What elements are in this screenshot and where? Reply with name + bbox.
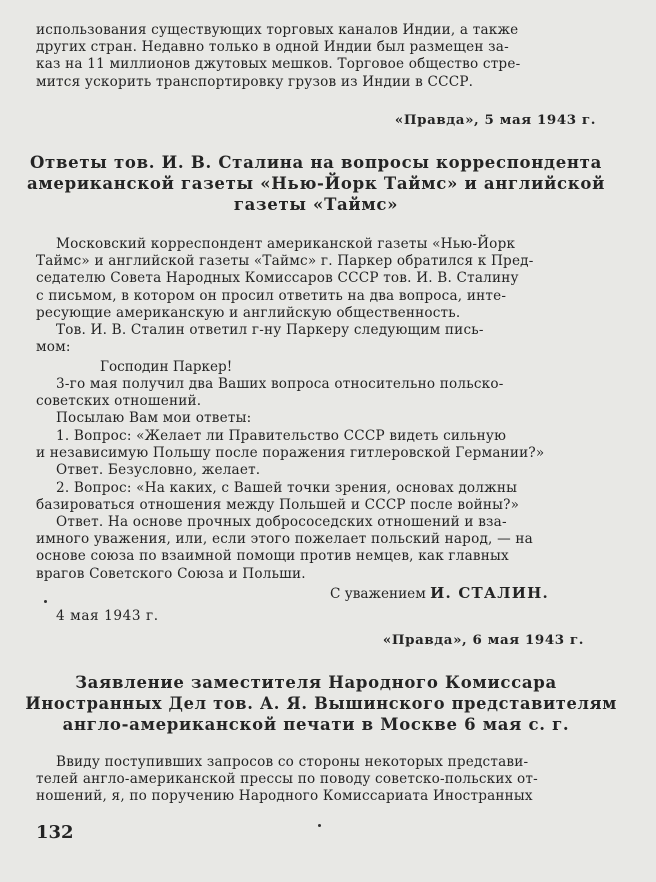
text-line: Ответ. На основе прочных добрососедских отношений и вза- bbox=[56, 514, 507, 530]
text-line: с письмом, в котором он просил ответить на два вопроса, инте- bbox=[36, 287, 507, 304]
text-line: основе союза по взаимной помощи против немцев, как главных bbox=[36, 548, 509, 565]
heading-line: газеты «Таймс» bbox=[233, 195, 399, 214]
page-number: 132 bbox=[36, 822, 74, 843]
text-line: Московский корреспондент американской газеты «Нью-Йорк bbox=[56, 236, 516, 252]
text-line: 3-го мая получил два Ваших вопроса относительно польско- bbox=[56, 376, 504, 392]
closing-paragraph bbox=[36, 754, 596, 806]
heading-line: Заявление заместителя Народного Комиссара bbox=[75, 673, 557, 692]
heading-line: Иностранных Дел тов. А. Я. Вышинского представителям bbox=[25, 694, 618, 713]
text-line: каз на 11 миллионов джутовых мешков. Торговое общество стре- bbox=[36, 56, 521, 73]
reply-intro bbox=[36, 322, 596, 356]
text-line: других стран. Недавно только в одной Индии был размещен за- bbox=[36, 39, 509, 56]
signature-prefix: С уважением bbox=[330, 586, 426, 602]
text-line: телей англо-американской прессы по поводу советско-польских от- bbox=[36, 771, 538, 788]
top-paragraph bbox=[36, 22, 596, 91]
letter-paragraph-1 bbox=[36, 376, 596, 410]
text-line: использования существующих торговых каналов Индии, а также bbox=[36, 22, 519, 38]
text-line: седателю Совета Народных Комиссаров СССР тов. И. В. Сталину bbox=[36, 270, 519, 287]
print-speck bbox=[44, 600, 47, 603]
text-line: Ответ. Безусловно, желает. bbox=[56, 462, 261, 478]
text-line: 2. Вопрос: «На каких, с Вашей точки зрения, основах должны bbox=[56, 480, 518, 496]
question-2 bbox=[36, 480, 596, 514]
text-line: базироваться отношения между Польшей и СССР после войны?» bbox=[36, 497, 520, 514]
section-heading-2 bbox=[20, 672, 618, 735]
text-line: советских отношений. bbox=[36, 393, 202, 410]
text-line: Тов. И. В. Сталин ответил г-ну Паркеру следующим пись- bbox=[56, 322, 484, 338]
signature-name: И. СТАЛИН. bbox=[430, 584, 549, 602]
text-line: Таймс» и английской газеты «Таймс» г. Паркер обратился к Пред- bbox=[36, 253, 534, 270]
answer-2 bbox=[36, 514, 596, 583]
text-line: имного уважения, или, если этого пожелает польский народ, — на bbox=[36, 531, 533, 548]
intro-paragraph bbox=[36, 236, 596, 322]
heading-line: Ответы тов. И. В. Сталина на вопросы корреспондента bbox=[29, 153, 602, 172]
print-speck bbox=[318, 824, 321, 827]
text-line: ношений, я, по поручению Народного Комиссариата Иностранных bbox=[36, 788, 533, 805]
letter-signature bbox=[330, 584, 549, 602]
text-line: и независимую Польшу после поражения гитлеровской Германии?» bbox=[36, 445, 545, 462]
heading-line: американской газеты «Нью-Йорк Таймс» и английской bbox=[26, 174, 606, 193]
letter-paragraph-2 bbox=[36, 410, 596, 427]
text-line: ресующие американскую и английскую общественность. bbox=[36, 304, 461, 321]
source-citation-2: «Правда», 6 мая 1943 г. bbox=[382, 632, 584, 648]
letter-date: 4 мая 1943 г. bbox=[56, 608, 159, 624]
text-line: мится ускорить транспортировку грузов из Индии в СССР. bbox=[36, 73, 474, 90]
heading-line: англо-американской печати в Москве 6 мая с. г. bbox=[62, 715, 570, 734]
text-line: Ввиду поступивших запросов со стороны некоторых представи- bbox=[56, 754, 529, 770]
text-line: врагов Советского Союза и Польши. bbox=[36, 565, 306, 582]
letter-salutation: Господин Паркер! bbox=[100, 359, 233, 375]
section-heading-1 bbox=[20, 152, 612, 215]
text-line: мом: bbox=[36, 339, 71, 356]
source-citation-1: «Правда», 5 мая 1943 г. bbox=[394, 112, 596, 128]
text-line: 1. Вопрос: «Желает ли Правительство СССР видеть сильную bbox=[56, 428, 507, 444]
question-1 bbox=[36, 428, 596, 462]
answer-1 bbox=[36, 462, 596, 479]
text-line: Посылаю Вам мои ответы: bbox=[56, 410, 252, 426]
